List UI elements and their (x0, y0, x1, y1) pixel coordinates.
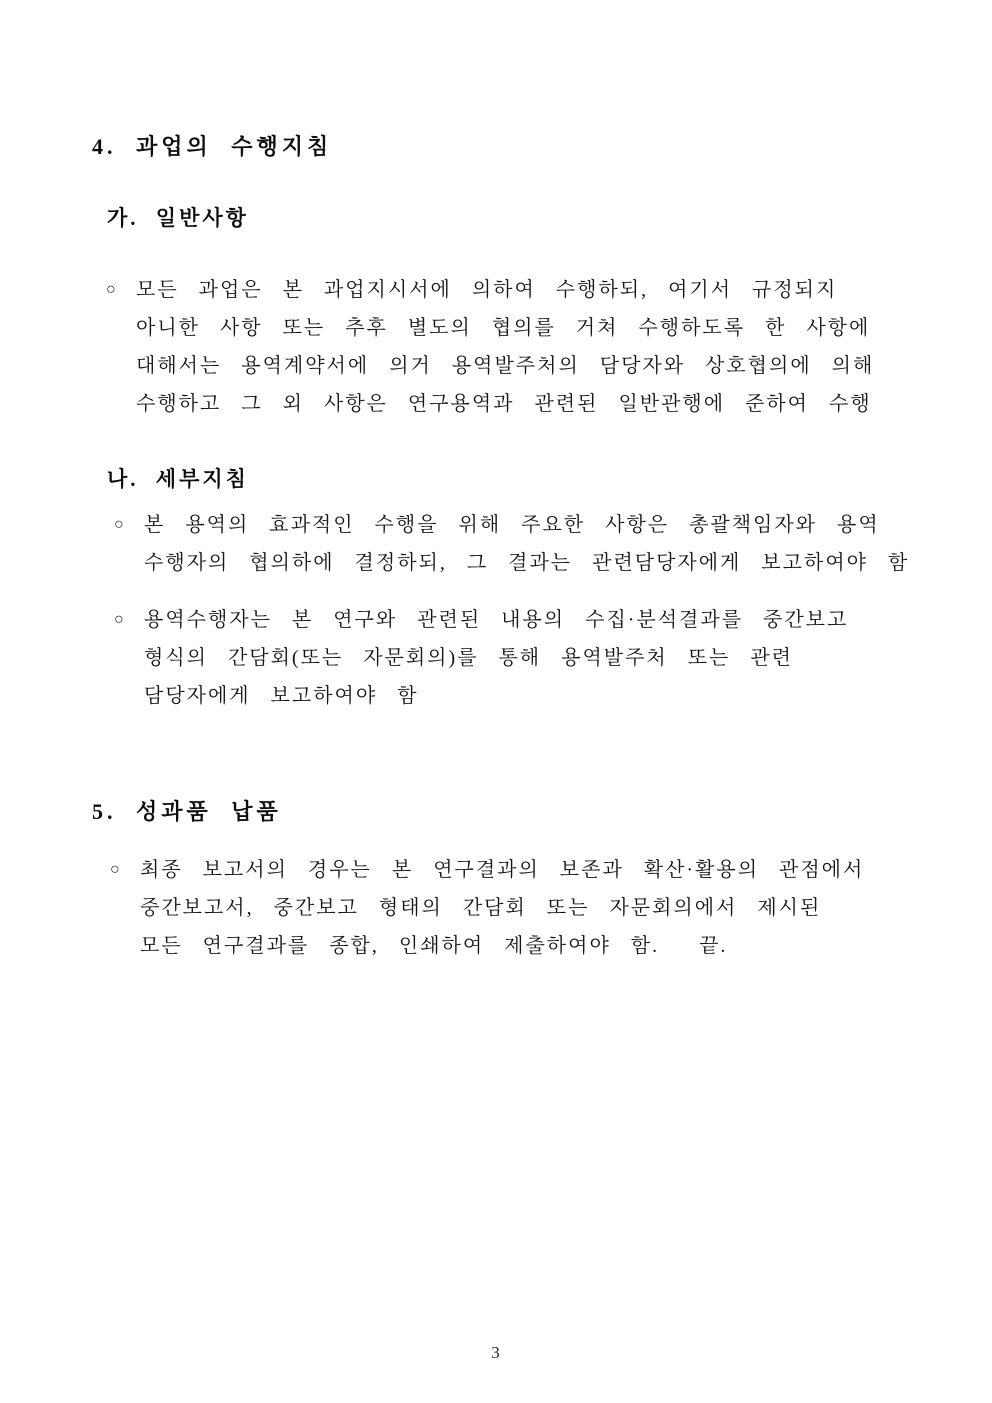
section-4-heading: 4. 과업의 수행지침 (92, 134, 333, 159)
circle-bullet-icon: ○ (114, 516, 124, 533)
bullet-item (106, 271, 874, 423)
text-line: 본 용역의 효과적인 수행을 위해 주요한 사항은 총괄책임자와 용역 (144, 514, 880, 536)
text-line: 담당자에게 보고하여야 함 (144, 685, 419, 707)
text-line: 모든 연구결과를 종합, 인쇄하여 제출하여야 함. 끝. (140, 935, 728, 957)
text-line: 최종 보고서의 경우는 본 연구결과의 보존과 확산·활용의 관점에서 (140, 859, 865, 881)
text-line: 수행자의 협의하에 결정하되, 그 결과는 관련담당자에게 보고하여야 함 (144, 552, 910, 574)
text-line: 대해서는 용역계약서에 의거 용역발주처의 담당자와 상호협의에 의해 (136, 355, 875, 377)
bullet-text (144, 601, 848, 715)
section-5-heading: 5. 성과품 납품 (92, 799, 282, 824)
bullet-item (110, 851, 864, 965)
subsection-na-heading: 나. 세부지침 (107, 467, 249, 491)
circle-bullet-icon: ○ (106, 281, 116, 298)
page-number: 3 (491, 1343, 501, 1362)
bullet-text (140, 851, 864, 965)
bullet-item (114, 506, 909, 582)
circle-bullet-icon: ○ (114, 611, 124, 628)
subsection-ga-heading: 가. 일반사항 (107, 206, 249, 230)
text-line: 수행하고 그 외 사항은 연구용역과 관련된 일반관행에 준하여 수행 (136, 393, 872, 415)
circle-bullet-icon: ○ (110, 861, 120, 878)
bullet-text (136, 271, 874, 423)
text-line: 모든 과업은 본 과업지시서에 의하여 수행하되, 여기서 규정되지 (136, 279, 838, 301)
bullet-text (144, 506, 909, 582)
text-line: 형식의 간담회(또는 자문회의)를 통해 용역발주처 또는 관련 (144, 647, 793, 669)
text-line: 중간보고서, 중간보고 형태의 간담회 또는 자문회의에서 제시된 (140, 897, 822, 919)
text-line: 용역수행자는 본 연구와 관련된 내용의 수집·분석결과를 중간보고 (144, 609, 849, 631)
text-line: 아니한 사항 또는 추후 별도의 협의를 거쳐 수행하도록 한 사항에 (136, 317, 871, 339)
bullet-item (114, 601, 848, 715)
